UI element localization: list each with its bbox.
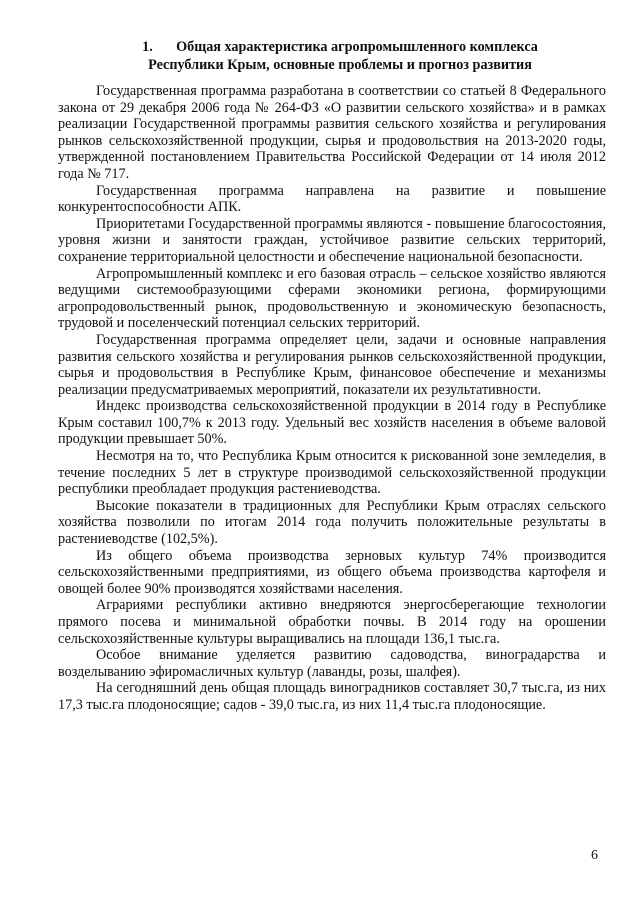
heading-title-line-2: Республики Крым, основные проблемы и прогноз развития bbox=[148, 57, 532, 73]
paragraph-12: На сегодняшний день общая площадь виноградников составляет 30,7 тыс.га, из них 17,3 тыс.га плодоносящие; садов - 39,0 тыс.га, из них 11,4 тыс.га плодоносящие. bbox=[58, 680, 606, 713]
paragraph-10: Аграриями республики активно внедряются энергосберегающие технологии прямого посева и минимальной обработки почвы. В 2014 году на орошении сельскохозяйственные культуры выращивались на площади 136,1 тыс.га. bbox=[58, 597, 606, 647]
heading-line-1 bbox=[60, 38, 620, 56]
heading-title-line-1: Общая характеристика агропромышленного комплекса bbox=[176, 39, 538, 55]
paragraph-6: Индекс производства сельскохозяйственной продукции в 2014 году в Республике Крым составил 100,7% к 2013 году. Удельный вес хозяйств населения в объеме валовой продукции превышает 50%. bbox=[58, 398, 606, 448]
document-body bbox=[58, 83, 606, 714]
section-heading bbox=[60, 38, 620, 74]
paragraph-11: Особое внимание уделяется развитию садоводства, виноградарства и возделыванию эфиромасличных культур (лаванды, розы, шалфея). bbox=[58, 647, 606, 680]
page-number: 6 bbox=[591, 848, 598, 863]
paragraph-5: Государственная программа определяет цели, задачи и основные направления развития сельского хозяйства и регулирования рынков сельскохозяйственной продукции, сырья и продовольствия в Республике Крым, финансовое обеспечение и механизмы реализации предусматриваемых мероприятий, показатели их результативности. bbox=[58, 331, 606, 398]
paragraph-7: Несмотря на то, что Республика Крым относится к рискованной зоне земледелия, в течение последних 5 лет в структуре производимой сельскохозяйственной продукции республики преобладает продукция растениеводства. bbox=[58, 448, 606, 498]
section-number: 1. bbox=[142, 39, 153, 55]
paragraph-3: Приоритетами Государственной программы являются - повышение благосостояния, уровня жизни и занятости граждан, устойчивое развитие сельских территорий, сохранение территориальной целостности и обеспечение национальной безопасности. bbox=[58, 215, 606, 265]
paragraph-9: Из общего объема производства зерновых культур 74% производится сельскохозяйственными предприятиями, из общего объема производства картофеля и овощей более 90% производятся хозяйствами населения. bbox=[58, 547, 606, 597]
paragraph-1: Государственная программа разработана в соответствии со статьей 8 Федерального закона от 29 декабря 2006 года № 264-ФЗ «О развитии сельского хозяйства» и в рамках реализации Государственной программы развития сельского хозяйства и регулирования рынков сельскохозяйственной продукции, сырья и продовольствия на 2013-2020 годы, утвержденной постановлением Правительства Российской Федерации от 14 июля 2012 года № 717. bbox=[58, 83, 606, 182]
paragraph-8: Высокие показатели в традиционных для Республики Крым отраслях сельского хозяйства позволили по итогам 2014 года получить положительные результаты в растениеводстве (102,5%). bbox=[58, 497, 606, 548]
paragraph-4: Агропромышленный комплекс и его базовая отрасль – сельское хозяйство являются ведущими системообразующими сферами экономики региона, формирующими агропродовольственный рынок, продовольственную и экономическую безопасность, трудовой и поселенческий потенциал сельских территорий. bbox=[58, 265, 606, 332]
paragraph-2: Государственная программа направлена на развитие и повышение конкурентоспособности АПК. bbox=[58, 182, 606, 216]
